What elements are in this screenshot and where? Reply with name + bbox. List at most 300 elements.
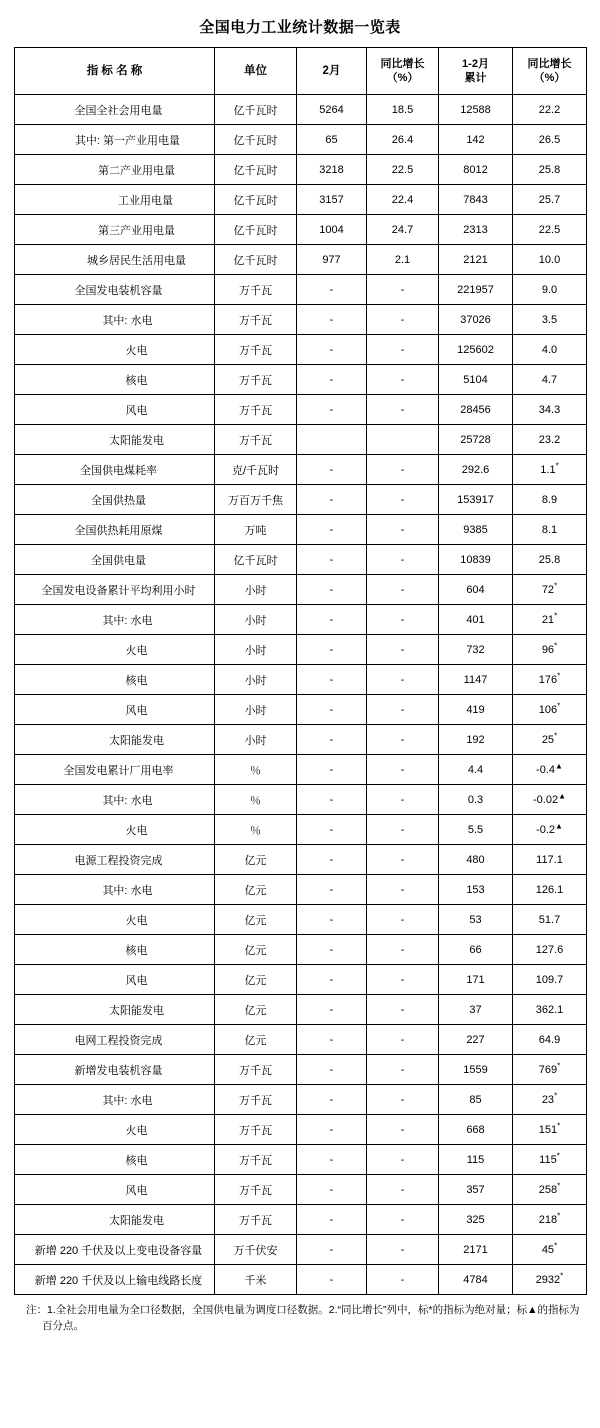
row-growth-marker: * <box>557 1210 561 1220</box>
row-cumulative-value: 480 <box>439 845 513 875</box>
row-indicator-name: 全国供热耗用原煤 <box>15 515 215 545</box>
row-cumulative-growth-value: 45 <box>541 1243 555 1256</box>
row-indicator-name: 其中: 水电 <box>15 875 215 905</box>
table-row <box>15 905 587 935</box>
row-cumulative-growth <box>513 1175 587 1205</box>
table-row <box>15 515 587 545</box>
row-month-value: - <box>297 275 367 305</box>
row-cumulative-growth <box>513 365 587 395</box>
row-indicator-name: 全国全社会用电量 <box>15 95 215 125</box>
row-cumulative-growth-value: 25.7 <box>538 193 561 206</box>
row-month-growth: - <box>367 275 439 305</box>
row-month-value: - <box>297 455 367 485</box>
row-month-value: - <box>297 485 367 515</box>
row-indicator-name: 第二产业用电量 <box>15 155 215 185</box>
row-cumulative-value: 9385 <box>439 515 513 545</box>
table-row <box>15 365 587 395</box>
row-month-growth: 26.4 <box>367 125 439 155</box>
row-indicator-name: 火电 <box>15 1115 215 1145</box>
row-cumulative-growth-value: 109.7 <box>535 973 564 986</box>
row-cumulative-growth <box>513 1055 587 1085</box>
row-month-value: - <box>297 995 367 1025</box>
row-cumulative-value: 292.6 <box>439 455 513 485</box>
row-cumulative-growth-value: 218 <box>538 1213 558 1226</box>
row-month-growth: - <box>367 365 439 395</box>
row-indicator-name: 风电 <box>15 695 215 725</box>
row-cumulative-growth-value: -0.4 <box>536 763 556 776</box>
row-indicator-name: 风电 <box>15 965 215 995</box>
table-row <box>15 455 587 485</box>
table-row <box>15 725 587 755</box>
table-row <box>15 695 587 725</box>
row-unit: 克/千瓦时 <box>215 455 297 485</box>
row-cumulative-growth <box>513 155 587 185</box>
row-unit: 亿千瓦时 <box>215 125 297 155</box>
row-month-value: - <box>297 605 367 635</box>
table-row <box>15 125 587 155</box>
row-cumulative-growth-value: 4.0 <box>541 343 558 356</box>
row-unit: 万千瓦 <box>215 1205 297 1235</box>
row-cumulative-value: 5.5 <box>439 815 513 845</box>
row-growth-marker: ▲ <box>555 820 563 830</box>
row-cumulative-value: 2313 <box>439 215 513 245</box>
row-month-growth: - <box>367 995 439 1025</box>
row-cumulative-value: 10839 <box>439 545 513 575</box>
row-indicator-name: 火电 <box>15 905 215 935</box>
row-indicator-name: 核电 <box>15 665 215 695</box>
row-cumulative-value: 325 <box>439 1205 513 1235</box>
row-month-value: - <box>297 965 367 995</box>
table-header <box>15 48 587 95</box>
row-month-growth: 18.5 <box>367 95 439 125</box>
row-cumulative-growth-value: 106 <box>538 703 558 716</box>
row-unit: 小时 <box>215 635 297 665</box>
row-month-value: - <box>297 695 367 725</box>
row-month-growth: 24.7 <box>367 215 439 245</box>
row-cumulative-value: 125602 <box>439 335 513 365</box>
row-growth-marker: * <box>556 1150 560 1160</box>
row-cumulative-growth <box>513 1235 587 1265</box>
table-row <box>15 395 587 425</box>
row-growth-marker: * <box>554 730 558 740</box>
row-month-value: - <box>297 665 367 695</box>
row-cumulative-growth-value: 25.8 <box>538 163 561 176</box>
row-unit: 亿千瓦时 <box>215 545 297 575</box>
row-growth-marker: * <box>554 1240 558 1250</box>
row-cumulative-growth <box>513 1085 587 1115</box>
row-month-growth: - <box>367 725 439 755</box>
row-cumulative-value: 115 <box>439 1145 513 1175</box>
row-cumulative-growth-value: 151 <box>538 1123 558 1136</box>
row-cumulative-growth <box>513 575 587 605</box>
row-indicator-name: 其中: 水电 <box>15 605 215 635</box>
row-cumulative-growth-value: 4.7 <box>541 373 558 386</box>
row-cumulative-growth-value: 176 <box>538 673 558 686</box>
header-growth-month-line1: 同比增长 <box>380 57 425 70</box>
row-indicator-name: 电源工程投资完成 <box>15 845 215 875</box>
row-cumulative-value: 401 <box>439 605 513 635</box>
table-note: 注：1.全社会用电量为全口径数据，全国供电量为调度口径数据。2.“同比增长”列中，标*的指标为绝对量；标▲的指标为百分点。 <box>26 1304 580 1333</box>
row-month-value: 3157 <box>297 185 367 215</box>
table-row <box>15 1025 587 1055</box>
row-unit: 亿元 <box>215 1025 297 1055</box>
row-unit: 万千伏安 <box>215 1235 297 1265</box>
row-cumulative-growth-value: 10.0 <box>538 253 561 266</box>
table-row <box>15 335 587 365</box>
row-indicator-name: 风电 <box>15 395 215 425</box>
row-indicator-name: 核电 <box>15 935 215 965</box>
row-month-growth: - <box>367 905 439 935</box>
row-cumulative-growth-value: 1.1 <box>540 463 556 476</box>
row-cumulative-value: 8012 <box>439 155 513 185</box>
row-month-value: - <box>297 905 367 935</box>
row-indicator-name: 太阳能发电 <box>15 995 215 1025</box>
row-unit: ％ <box>215 785 297 815</box>
row-indicator-name: 其中: 水电 <box>15 305 215 335</box>
row-cumulative-value: 0.3 <box>439 785 513 815</box>
row-indicator-name: 火电 <box>15 335 215 365</box>
row-unit: 万千瓦 <box>215 1175 297 1205</box>
row-cumulative-value: 25728 <box>439 425 513 455</box>
table-row <box>15 1265 587 1295</box>
row-month-growth: - <box>367 695 439 725</box>
row-indicator-name: 城乡居民生活用电量 <box>15 245 215 275</box>
row-indicator-name: 太阳能发电 <box>15 1205 215 1235</box>
row-indicator-name: 太阳能发电 <box>15 425 215 455</box>
row-month-value: - <box>297 935 367 965</box>
row-cumulative-growth <box>513 845 587 875</box>
row-growth-marker: * <box>555 460 559 470</box>
row-month-value <box>297 425 367 455</box>
row-cumulative-growth <box>513 95 587 125</box>
row-cumulative-growth-value: 117.1 <box>536 853 563 866</box>
row-cumulative-growth <box>513 245 587 275</box>
row-month-value: - <box>297 725 367 755</box>
header-indicator-name: 指 标 名 称 <box>15 48 215 95</box>
row-cumulative-growth-value: 22.5 <box>538 223 561 236</box>
row-month-value: - <box>297 515 367 545</box>
row-indicator-name: 电网工程投资完成 <box>15 1025 215 1055</box>
row-cumulative-growth-value: -0.02 <box>533 793 559 806</box>
row-cumulative-growth <box>513 905 587 935</box>
row-cumulative-value: 28456 <box>439 395 513 425</box>
row-cumulative-value: 1147 <box>439 665 513 695</box>
row-month-value: - <box>297 545 367 575</box>
row-indicator-name: 其中: 水电 <box>15 785 215 815</box>
table-row <box>15 635 587 665</box>
row-cumulative-growth-value: 8.9 <box>541 493 558 506</box>
row-indicator-name: 全国供电煤耗率 <box>15 455 215 485</box>
row-cumulative-growth <box>513 515 587 545</box>
row-cumulative-growth-value: 96 <box>541 643 555 656</box>
row-unit: 亿元 <box>215 845 297 875</box>
table-row <box>15 425 587 455</box>
row-cumulative-growth <box>513 125 587 155</box>
table-row <box>15 605 587 635</box>
row-growth-marker: ▲ <box>555 760 563 770</box>
row-cumulative-value: 227 <box>439 1025 513 1055</box>
row-cumulative-growth <box>513 1205 587 1235</box>
row-cumulative-growth-value: 23.2 <box>538 433 561 446</box>
header-growth-month <box>367 48 439 95</box>
row-cumulative-value: 357 <box>439 1175 513 1205</box>
row-month-value: 5264 <box>297 95 367 125</box>
row-month-growth: - <box>367 1235 439 1265</box>
row-month-growth: - <box>367 635 439 665</box>
row-indicator-name: 新增 220 千伏及以上输电线路长度 <box>15 1265 215 1295</box>
row-cumulative-value: 4784 <box>439 1265 513 1295</box>
row-cumulative-growth-value: 22.2 <box>538 103 561 116</box>
row-month-value: - <box>297 785 367 815</box>
row-cumulative-growth-value: 769 <box>538 1063 558 1076</box>
row-unit: 万千瓦 <box>215 1145 297 1175</box>
row-cumulative-growth <box>513 215 587 245</box>
row-cumulative-value: 192 <box>439 725 513 755</box>
row-growth-marker: * <box>554 1090 558 1100</box>
row-month-value: - <box>297 395 367 425</box>
row-cumulative-value: 153 <box>439 875 513 905</box>
row-cumulative-growth-value: 72 <box>541 583 555 596</box>
row-cumulative-growth <box>513 605 587 635</box>
row-cumulative-value: 1559 <box>439 1055 513 1085</box>
row-cumulative-growth-value: 9.0 <box>541 283 558 296</box>
row-cumulative-value: 7843 <box>439 185 513 215</box>
row-indicator-name: 新增发电装机容量 <box>15 1055 215 1085</box>
row-cumulative-growth <box>513 965 587 995</box>
row-cumulative-growth-value: 21 <box>541 613 555 626</box>
row-cumulative-growth-value: 25 <box>541 733 555 746</box>
row-cumulative-value: 171 <box>439 965 513 995</box>
table-row <box>15 755 587 785</box>
row-unit: 万千瓦 <box>215 335 297 365</box>
row-growth-marker: * <box>560 1270 564 1280</box>
row-cumulative-value: 732 <box>439 635 513 665</box>
row-cumulative-growth <box>513 455 587 485</box>
row-cumulative-growth <box>513 425 587 455</box>
row-month-growth: - <box>367 455 439 485</box>
row-unit: 万千瓦 <box>215 275 297 305</box>
row-indicator-name: 全国发电装机容量 <box>15 275 215 305</box>
row-cumulative-value: 53 <box>439 905 513 935</box>
table-row <box>15 305 587 335</box>
row-cumulative-growth-value: 23 <box>541 1093 555 1106</box>
row-month-growth: - <box>367 395 439 425</box>
row-unit: 万吨 <box>215 515 297 545</box>
row-month-growth <box>367 425 439 455</box>
table-row <box>15 1205 587 1235</box>
row-unit: 万千瓦 <box>215 1055 297 1085</box>
row-month-growth: - <box>367 665 439 695</box>
table-row <box>15 875 587 905</box>
table-row <box>15 785 587 815</box>
row-cumulative-growth <box>513 485 587 515</box>
row-unit: 万千瓦 <box>215 395 297 425</box>
row-month-growth: - <box>367 1145 439 1175</box>
row-unit: 小时 <box>215 605 297 635</box>
header-cumulative-line2: 累计 <box>464 72 487 84</box>
row-month-value: - <box>297 815 367 845</box>
row-cumulative-growth-value: 3.5 <box>541 313 558 326</box>
table-row <box>15 1115 587 1145</box>
row-unit: 亿元 <box>215 935 297 965</box>
row-cumulative-growth <box>513 1145 587 1175</box>
row-month-value: - <box>297 1025 367 1055</box>
table-row <box>15 1085 587 1115</box>
row-month-growth: 22.4 <box>367 185 439 215</box>
row-cumulative-growth <box>513 785 587 815</box>
row-month-growth: - <box>367 335 439 365</box>
row-indicator-name: 火电 <box>15 635 215 665</box>
row-month-value: - <box>297 1085 367 1115</box>
row-unit: 亿千瓦时 <box>215 215 297 245</box>
row-month-growth: - <box>367 1085 439 1115</box>
row-month-value: - <box>297 575 367 605</box>
row-cumulative-growth <box>513 185 587 215</box>
row-cumulative-growth-value: 127.6 <box>535 943 564 956</box>
power-statistics-table <box>14 47 587 1295</box>
row-cumulative-growth-value: 362.1 <box>535 1003 564 1016</box>
header-cumulative-line1: 1-2月 <box>462 57 489 70</box>
row-indicator-name: 新增 220 千伏及以上变电设备容量 <box>15 1235 215 1265</box>
row-cumulative-growth <box>513 395 587 425</box>
row-indicator-name: 核电 <box>15 1145 215 1175</box>
row-unit: 亿元 <box>215 995 297 1025</box>
table-row <box>15 545 587 575</box>
row-unit: 亿元 <box>215 875 297 905</box>
row-cumulative-value: 37026 <box>439 305 513 335</box>
row-month-growth: - <box>367 755 439 785</box>
row-cumulative-growth <box>513 995 587 1025</box>
row-cumulative-growth-value: 8.1 <box>541 523 558 536</box>
row-cumulative-value: 142 <box>439 125 513 155</box>
row-month-value: - <box>297 755 367 785</box>
row-cumulative-growth <box>513 545 587 575</box>
row-month-growth: - <box>367 1025 439 1055</box>
row-month-value: - <box>297 305 367 335</box>
table-row <box>15 1055 587 1085</box>
row-month-value: - <box>297 875 367 905</box>
row-cumulative-growth-value: 258 <box>538 1183 558 1196</box>
row-cumulative-growth <box>513 275 587 305</box>
row-cumulative-value: 153917 <box>439 485 513 515</box>
row-cumulative-value: 604 <box>439 575 513 605</box>
row-unit: 亿元 <box>215 905 297 935</box>
row-month-growth: - <box>367 605 439 635</box>
row-indicator-name: 全国供电量 <box>15 545 215 575</box>
row-month-value: - <box>297 635 367 665</box>
row-cumulative-value: 419 <box>439 695 513 725</box>
row-cumulative-growth-value: 115 <box>539 1153 557 1166</box>
row-cumulative-growth-value: 25.8 <box>538 553 561 566</box>
row-month-growth: - <box>367 1205 439 1235</box>
row-cumulative-value: 2121 <box>439 245 513 275</box>
row-unit: 亿千瓦时 <box>215 185 297 215</box>
row-month-growth: - <box>367 785 439 815</box>
row-month-growth: - <box>367 305 439 335</box>
row-cumulative-growth <box>513 1265 587 1295</box>
row-cumulative-growth <box>513 635 587 665</box>
row-cumulative-growth <box>513 1115 587 1145</box>
row-unit: 小时 <box>215 725 297 755</box>
row-month-value: 977 <box>297 245 367 275</box>
row-month-growth: 22.5 <box>367 155 439 185</box>
row-cumulative-growth <box>513 305 587 335</box>
row-cumulative-value: 66 <box>439 935 513 965</box>
row-month-value: - <box>297 1145 367 1175</box>
table-row <box>15 965 587 995</box>
row-cumulative-growth <box>513 755 587 785</box>
table-row <box>15 95 587 125</box>
row-cumulative-growth <box>513 695 587 725</box>
row-month-growth: - <box>367 1055 439 1085</box>
row-cumulative-growth <box>513 875 587 905</box>
row-indicator-name: 全国供热量 <box>15 485 215 515</box>
row-cumulative-value: 4.4 <box>439 755 513 785</box>
row-month-growth: - <box>367 515 439 545</box>
row-month-growth: - <box>367 485 439 515</box>
row-unit: 万百万千焦 <box>215 485 297 515</box>
row-cumulative-growth <box>513 935 587 965</box>
table-row <box>15 935 587 965</box>
row-cumulative-value: 2171 <box>439 1235 513 1265</box>
row-month-growth: - <box>367 935 439 965</box>
table-row <box>15 815 587 845</box>
row-indicator-name: 其中: 第一产业用电量 <box>15 125 215 155</box>
header-month: 2月 <box>297 48 367 95</box>
header-growth-cumulative-line2: （%） <box>533 72 566 84</box>
row-unit: ％ <box>215 815 297 845</box>
row-unit: 亿千瓦时 <box>215 155 297 185</box>
row-cumulative-growth-value: 26.5 <box>538 133 561 146</box>
row-cumulative-growth-value: 51.7 <box>538 913 561 926</box>
row-unit: 万千瓦 <box>215 1115 297 1145</box>
table-row <box>15 245 587 275</box>
row-month-value: - <box>297 1235 367 1265</box>
row-month-value: - <box>297 1175 367 1205</box>
row-unit: 万千瓦 <box>215 365 297 395</box>
row-month-growth: - <box>367 1115 439 1145</box>
row-indicator-name: 全国发电设备累计平均利用小时 <box>15 575 215 605</box>
row-month-value: - <box>297 335 367 365</box>
row-growth-marker: * <box>557 1180 561 1190</box>
table-row <box>15 665 587 695</box>
header-growth-cumulative <box>513 48 587 95</box>
table-row <box>15 155 587 185</box>
row-growth-marker: * <box>554 640 558 650</box>
table-row <box>15 215 587 245</box>
row-month-value: 3218 <box>297 155 367 185</box>
table-row <box>15 845 587 875</box>
row-indicator-name: 火电 <box>15 815 215 845</box>
row-indicator-name: 核电 <box>15 365 215 395</box>
row-unit: ％ <box>215 755 297 785</box>
row-cumulative-value: 12588 <box>439 95 513 125</box>
row-growth-marker: ▲ <box>558 790 566 800</box>
row-growth-marker: * <box>557 1120 561 1130</box>
row-cumulative-growth-value: 2932 <box>535 1273 561 1286</box>
row-month-growth: - <box>367 875 439 905</box>
table-header-row <box>15 48 587 95</box>
table-row <box>15 1235 587 1265</box>
row-month-value: - <box>297 1115 367 1145</box>
row-cumulative-value: 37 <box>439 995 513 1025</box>
table-row <box>15 575 587 605</box>
row-month-value: - <box>297 1265 367 1295</box>
row-month-value: 1004 <box>297 215 367 245</box>
row-unit: 千米 <box>215 1265 297 1295</box>
row-growth-marker: * <box>557 1060 561 1070</box>
row-cumulative-growth-value: 64.9 <box>538 1033 561 1046</box>
